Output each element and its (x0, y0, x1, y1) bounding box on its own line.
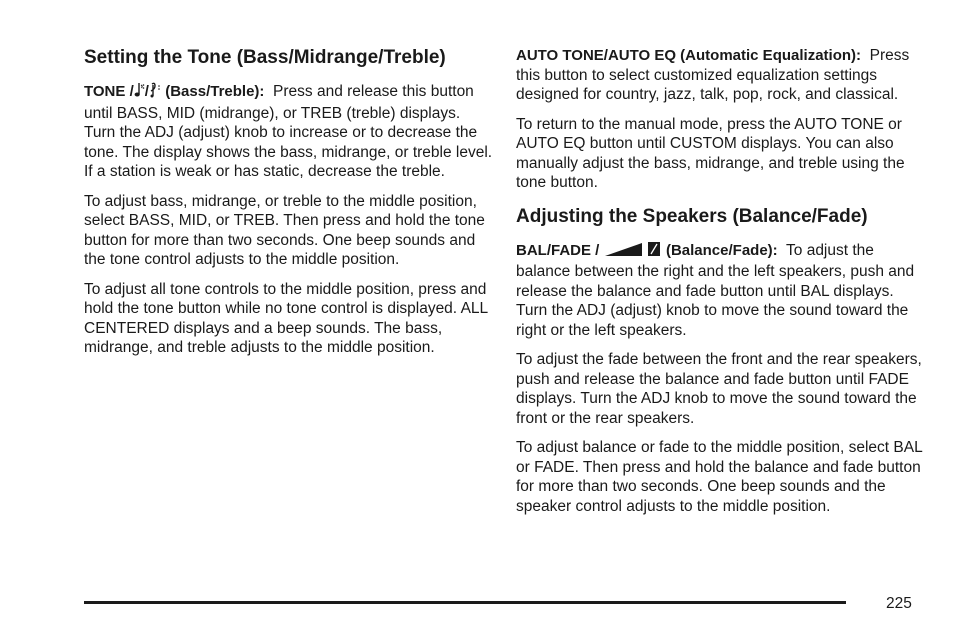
bal-fade-paragraph (516, 241, 926, 341)
right-column (516, 46, 926, 516)
manual-mode-paragraph: To return to the manual mode, press the AUTO TONE or AUTO EQ button until CUSTOM displays. You can also manually adjust the bass, midrange, and treble using the tone button. (516, 115, 905, 191)
speaker-balance-icon (604, 241, 662, 263)
bal-fade-body-text: To adjust the balance between the right and the left speakers, push and release the balance and fade button until BAL displays. Turn the ADJ (adjust) knob to move the sound toward the right or the left speakers. (516, 241, 915, 339)
bal-fade-lead-prefix: BAL/FADE / (516, 241, 600, 259)
left-column (84, 46, 494, 358)
page-number: 225 (886, 595, 912, 612)
auto-tone-body-text: Press this button to select customized equalization settings designed for country, jazz, talk, pop, rock, and classical. (516, 47, 910, 103)
tone-paragraph (84, 82, 494, 182)
fade-paragraph: To adjust the fade between the front and the rear speakers, push and release the balance and fade button until FADE displays. Turn the ADJ knob to move the sound toward the front or the rear speakers. (516, 351, 922, 427)
tone-all-centered-paragraph: To adjust all tone controls to the middle position, press and hold the tone button while no tone control is displayed. ALL CENTERED displays and a beep sounds. The bass, midrange, and treble adjusts to the middle position. (84, 280, 488, 356)
balance-middle-paragraph: To adjust balance or fade to the middle position, select BAL or FADE. Then press and hold the balance and fade button for more than two seconds. One beep sounds and the speaker control adjusts to the middle position. (516, 439, 923, 515)
tone-lead-sep: / (144, 83, 149, 100)
bal-fade-lead-suffix: (Balance/Fade): (665, 241, 778, 259)
auto-tone-lead: AUTO TONE/AUTO EQ (Automatic Equalization): (516, 47, 862, 64)
auto-tone-paragraph (516, 46, 926, 105)
tone-body-text: Press and release this button until BASS, MID (midrange), or TREB (treble) displays. Turn the ADJ (adjust) knob to increase or to decrease the tone. The display shows the bass, midrange, or treble level. If a station is weak or has static, decrease the treble. (84, 83, 493, 180)
speakers-section-heading: Adjusting the Speakers (Balance/Fade) (516, 205, 868, 227)
bass-note-icon (134, 82, 145, 104)
treble-note-icon (149, 82, 161, 104)
footer-rule (84, 601, 846, 604)
tone-section-heading: Setting the Tone (Bass/Midrange/Treble) (84, 47, 446, 68)
tone-lead-prefix: TONE / (84, 83, 134, 100)
tone-middle-paragraph: To adjust bass, midrange, or treble to the middle position, select BASS, MID, or TREB. Then press and hold the tone button for more than two seconds. One beep sounds and the tone control adjusts to the middle position. (84, 192, 485, 268)
tone-lead-suffix: (Bass/Treble): (165, 83, 265, 100)
